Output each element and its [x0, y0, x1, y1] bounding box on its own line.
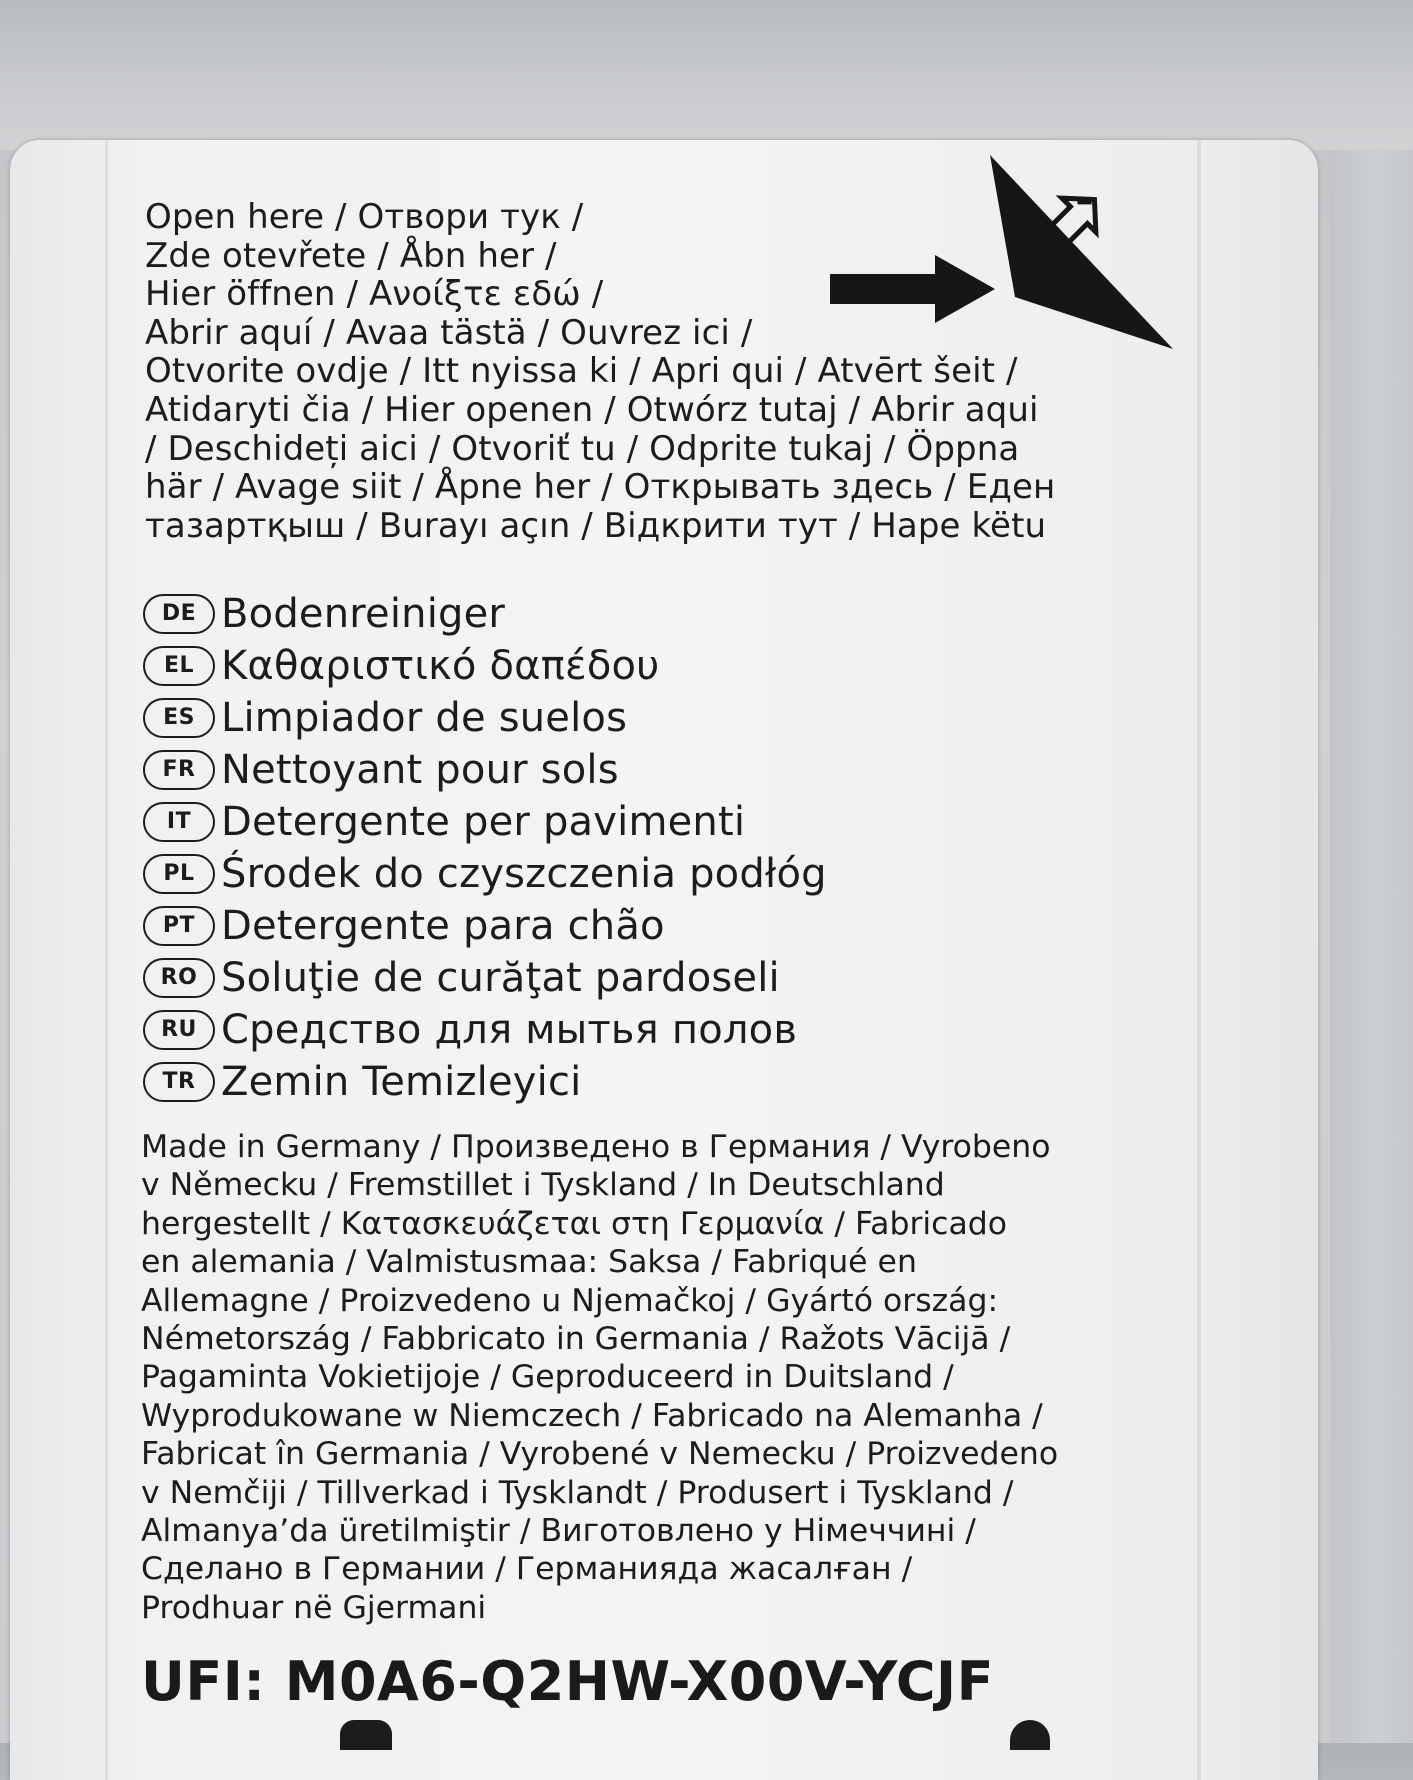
- open-here-line: Otvorite ovdje / Itt nyissa ki / Apri qui / Atvērt šeit /: [145, 351, 1018, 392]
- open-here-line: Abrir aquí / Avaa tästä / Ouvrez ici /: [145, 312, 753, 353]
- origin-line: Wyprodukowane w Niemczech / Fabricado na Alemanha /: [141, 1397, 1043, 1434]
- open-here-line: / Deschideți aici / Otvoriť tu / Odprite tukaj / Öppna: [145, 428, 1020, 469]
- origin-line: Fabricat în Germania / Vyrobené v Nemecku / Proizvedeno: [141, 1436, 1059, 1473]
- open-here-line: Open here / Отвори тук /: [145, 197, 584, 237]
- made-in-germany-text: [141, 1128, 1141, 1627]
- origin-line: v Německu / Fremstillet i Tyskland / In Deutschland: [141, 1167, 945, 1204]
- origin-line: Allemagne / Proizvedeno u Njemačkoj / Gyártó ország:: [141, 1282, 999, 1319]
- origin-line: hergestellt / Κατασκευάζεται στη Γερμανία / Fabricado: [141, 1205, 1008, 1242]
- product-name: Καθαριστικό δαπέδου: [221, 643, 660, 689]
- language-badge: RO: [143, 958, 215, 998]
- language-badge: ES: [143, 698, 215, 738]
- open-here-line: тазартқыш / Burayı açın / Відкрити тут / Hape këtu: [145, 505, 1047, 546]
- language-badge: RU: [143, 1010, 215, 1050]
- product-name: Средство для мытья полов: [221, 1007, 798, 1053]
- cropped-glyph: [1010, 1720, 1050, 1750]
- product-name-item: [143, 640, 827, 692]
- label-seam-left: [105, 140, 108, 1780]
- product-name: Soluţie de curăţat pardoseli: [221, 955, 780, 1001]
- product-name-item: [143, 1004, 827, 1056]
- open-here-text: [145, 198, 1125, 545]
- language-badge: PL: [143, 854, 215, 894]
- open-here-line: Zde otevřete / Åbn her /: [145, 235, 557, 276]
- origin-line: Made in Germany / Произведено в Германия / Vyrobeno: [141, 1129, 1051, 1165]
- product-name-item: [143, 692, 827, 744]
- product-name: Detergente para chão: [221, 903, 665, 949]
- origin-line: Németország / Fabbricato in Germania / Ražots Vācijā /: [141, 1321, 1011, 1358]
- product-name-item: [143, 952, 827, 1004]
- language-badge: DE: [143, 594, 215, 634]
- product-name: Środek do czyszczenia podłóg: [221, 851, 827, 897]
- language-badge: TR: [143, 1062, 215, 1102]
- origin-line: v Nemčiji / Tillverkad i Tysklandt / Produsert i Tyskland /: [141, 1474, 1014, 1511]
- origin-line: Prodhuar në Gjermani: [141, 1589, 487, 1626]
- product-name-item: [143, 744, 827, 796]
- bottle-side: [1330, 150, 1413, 1743]
- origin-line: en alemania / Valmistusmaa: Saksa / Fabriqué en: [141, 1244, 917, 1281]
- product-name: Zemin Temizleyici: [221, 1059, 582, 1105]
- origin-line: Pagaminta Vokietijoje / Geproduceerd in Duitsland /: [141, 1359, 954, 1396]
- product-name: Limpiador de suelos: [221, 695, 628, 741]
- language-badge: IT: [143, 802, 215, 842]
- cropped-glyph: [340, 1720, 392, 1750]
- origin-line: Almanya’da üretilmiştir / Виготовлено у Німеччині /: [141, 1513, 976, 1550]
- product-name-item: [143, 588, 827, 640]
- product-name-list: [143, 588, 827, 1108]
- product-name: Bodenreiniger: [221, 591, 506, 637]
- language-badge: FR: [143, 750, 215, 790]
- product-name: Nettoyant pour sols: [221, 747, 619, 793]
- product-name-item: [143, 796, 827, 848]
- bottle-rim: [0, 0, 1413, 150]
- open-here-line: Atidaryti čia / Hier openen / Otwórz tutaj / Abrir aqui: [145, 389, 1039, 430]
- language-badge: EL: [143, 646, 215, 686]
- product-name-item: [143, 900, 827, 952]
- ufi-code: UFI: M0A6-Q2HW-X00V-YCJF: [141, 1650, 995, 1713]
- product-name-item: [143, 1056, 827, 1108]
- open-here-line: Hier öffnen / Ανοίξτε εδώ /: [145, 274, 604, 315]
- product-label: [10, 140, 1318, 1780]
- origin-line: Сделано в Германии / Германияда жасалған /: [141, 1551, 913, 1588]
- product-name: Detergente per pavimenti: [221, 799, 746, 845]
- open-here-line: här / Avage siit / Åpne her / Открывать здесь / Еден: [145, 467, 1056, 508]
- product-name-item: [143, 848, 827, 900]
- language-badge: PT: [143, 906, 215, 946]
- label-seam-right: [1197, 140, 1201, 1780]
